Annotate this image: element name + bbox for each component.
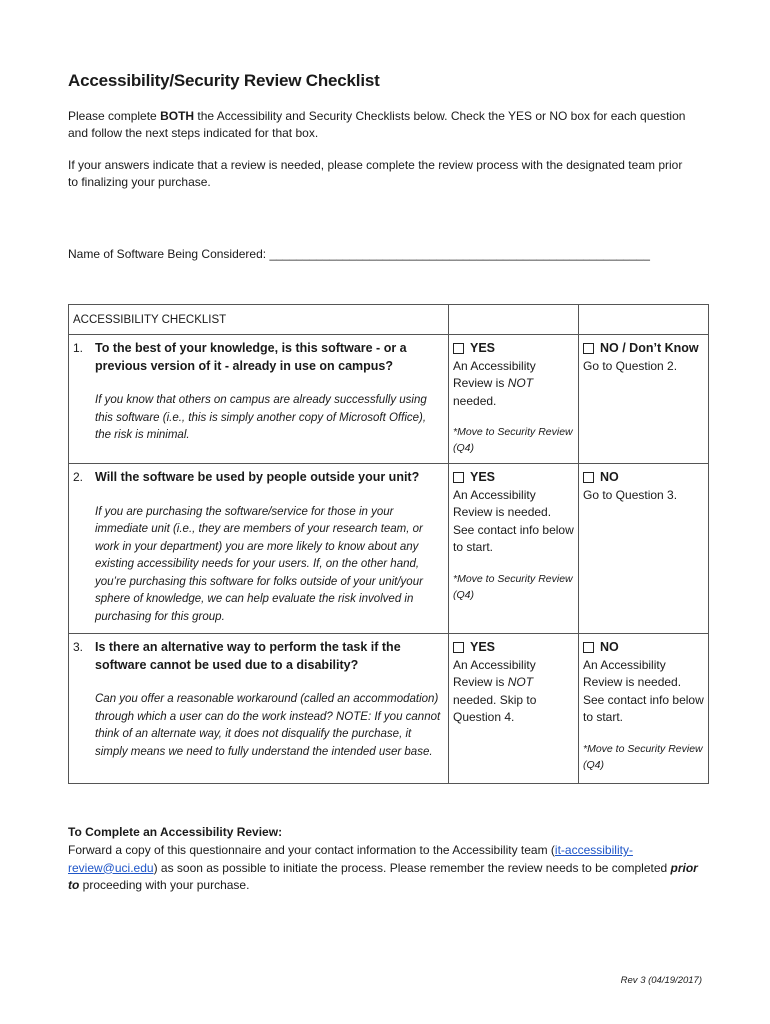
question-note: If you know that others on campus are already successfully using this software (i.e., this is simply another copy of Microsoft Office), the risk is minimal. (95, 394, 427, 441)
question-row (69, 335, 709, 464)
review-text: ) as soon as possible to initiate the process. Please remember the review needs to be completed (153, 860, 671, 875)
no-label: NO / Don’t Know (600, 341, 699, 355)
software-name-field[interactable] (68, 247, 650, 261)
intro-text: Please complete (68, 109, 161, 123)
yes-line3: needed. (453, 393, 497, 408)
question-cell (69, 335, 449, 464)
question-text: To the best of your knowledge, is this software - or a previous version of it - already in use on campus? (95, 341, 407, 373)
intro-paragraph-1 (68, 108, 688, 142)
header-cell-empty (579, 305, 709, 335)
review-text: proceeding with your purchase. (79, 878, 250, 892)
question-cell (69, 634, 449, 784)
yes-line2 (453, 674, 574, 692)
no-label: NO (600, 640, 619, 654)
yes-label: YES (470, 640, 496, 654)
question-note: Can you offer a reasonable workaround (called an accommodation) through which a user can do the work instead? NOTE: If you cannot think of an alternate way, it does not disqualify the purchase, it simply means we need to fully understand the intended user base. (95, 693, 441, 758)
complete-review-heading: To Complete an Accessibility Review: (68, 825, 283, 839)
intro-emphasis: BOTH (160, 109, 195, 123)
yes-line1: An Accessibility (453, 657, 536, 672)
no-option[interactable] (583, 340, 704, 358)
yes-line3: needed. Skip to Question 4. (453, 692, 537, 724)
no-label: NO (600, 470, 619, 484)
yes-cell (449, 464, 579, 634)
yes-option[interactable] (453, 340, 574, 358)
yes-emphasis: NOT (507, 376, 534, 390)
checkbox-icon[interactable] (583, 343, 594, 354)
yes-cell (449, 335, 579, 464)
yes-option[interactable] (453, 469, 574, 487)
checkbox-icon[interactable] (453, 472, 464, 483)
yes-option[interactable] (453, 639, 574, 657)
intro-text: the Accessibility and Security Checklists below. Check the YES or NO box for each question and follow the next steps indicated for that box. (68, 109, 686, 140)
checkbox-icon[interactable] (583, 472, 594, 483)
yes-text: Review is (453, 376, 508, 390)
review-emphasis: prior to (68, 860, 698, 892)
header-cell-empty (449, 305, 579, 335)
question-text: Will the software be used by people outside your unit? (95, 470, 420, 484)
checkbox-icon[interactable] (453, 343, 464, 354)
yes-cell (449, 634, 579, 784)
question-row (69, 634, 709, 784)
yes-line2 (453, 375, 574, 393)
checklist-header: ACCESSIBILITY CHECKLIST (69, 305, 449, 335)
move-to-security-note: *Move to Security Review (Q4) (583, 742, 703, 771)
yes-text: Review is (453, 675, 508, 689)
question-row (69, 464, 709, 634)
no-text: Go to Question 2. (583, 358, 678, 373)
yes-line1: An Accessibility (453, 358, 536, 373)
question-cell (69, 464, 449, 634)
no-text: An Accessibility Review is needed. See contact info below to start. (583, 657, 704, 724)
software-name-line[interactable]: _________________________________________________________ (269, 247, 650, 261)
checkbox-icon[interactable] (583, 642, 594, 653)
review-text: Forward a copy of this questionnaire and your contact information to the Accessibility team ( (68, 843, 555, 857)
yes-label: YES (470, 341, 496, 355)
yes-label: YES (470, 470, 496, 484)
software-name-label: Name of Software Being Considered: (68, 247, 267, 261)
question-number: 3. (73, 640, 84, 654)
question-text: Is there an alternative way to perform the task if the software cannot be used due to a disability? (95, 640, 401, 672)
no-option[interactable] (583, 639, 704, 657)
no-cell (579, 634, 709, 784)
question-note: If you are purchasing the software/service for those in your immediate unit (i.e., they are members of your research team, or work in your department) you are more likely to know about any existing accessibility needs for your users. If, on the other hand, you’re purchasing this software for folks outside of your unit/your sphere of knowledge, we can help evaluate the risk involved in purchasing for this group. (95, 505, 423, 623)
revision-footer: Rev 3 (04/19/2017) (620, 975, 702, 986)
question-number: 2. (73, 470, 84, 484)
checkbox-icon[interactable] (453, 642, 464, 653)
no-cell (579, 335, 709, 464)
move-to-security-note: *Move to Security Review (Q4) (453, 426, 573, 454)
complete-review-body (68, 842, 708, 895)
no-option[interactable] (583, 469, 704, 487)
intro-paragraph-2: If your answers indicate that a review is needed, please complete the review process with the designated team prior to finalizing your purchase. (68, 158, 683, 189)
accessibility-email-link[interactable]: it-accessibility-review@uci.edu (68, 843, 633, 875)
page-title: Accessibility/Security Review Checklist (68, 71, 380, 90)
no-text: Go to Question 3. (583, 487, 678, 502)
yes-emphasis: NOT (507, 675, 534, 689)
move-to-security-note: *Move to Security Review (Q4) (453, 572, 573, 601)
question-number: 1. (73, 341, 84, 355)
accessibility-checklist-table (68, 304, 709, 784)
no-cell (579, 464, 709, 634)
yes-text: An Accessibility Review is needed. See contact info below to start. (453, 487, 574, 554)
